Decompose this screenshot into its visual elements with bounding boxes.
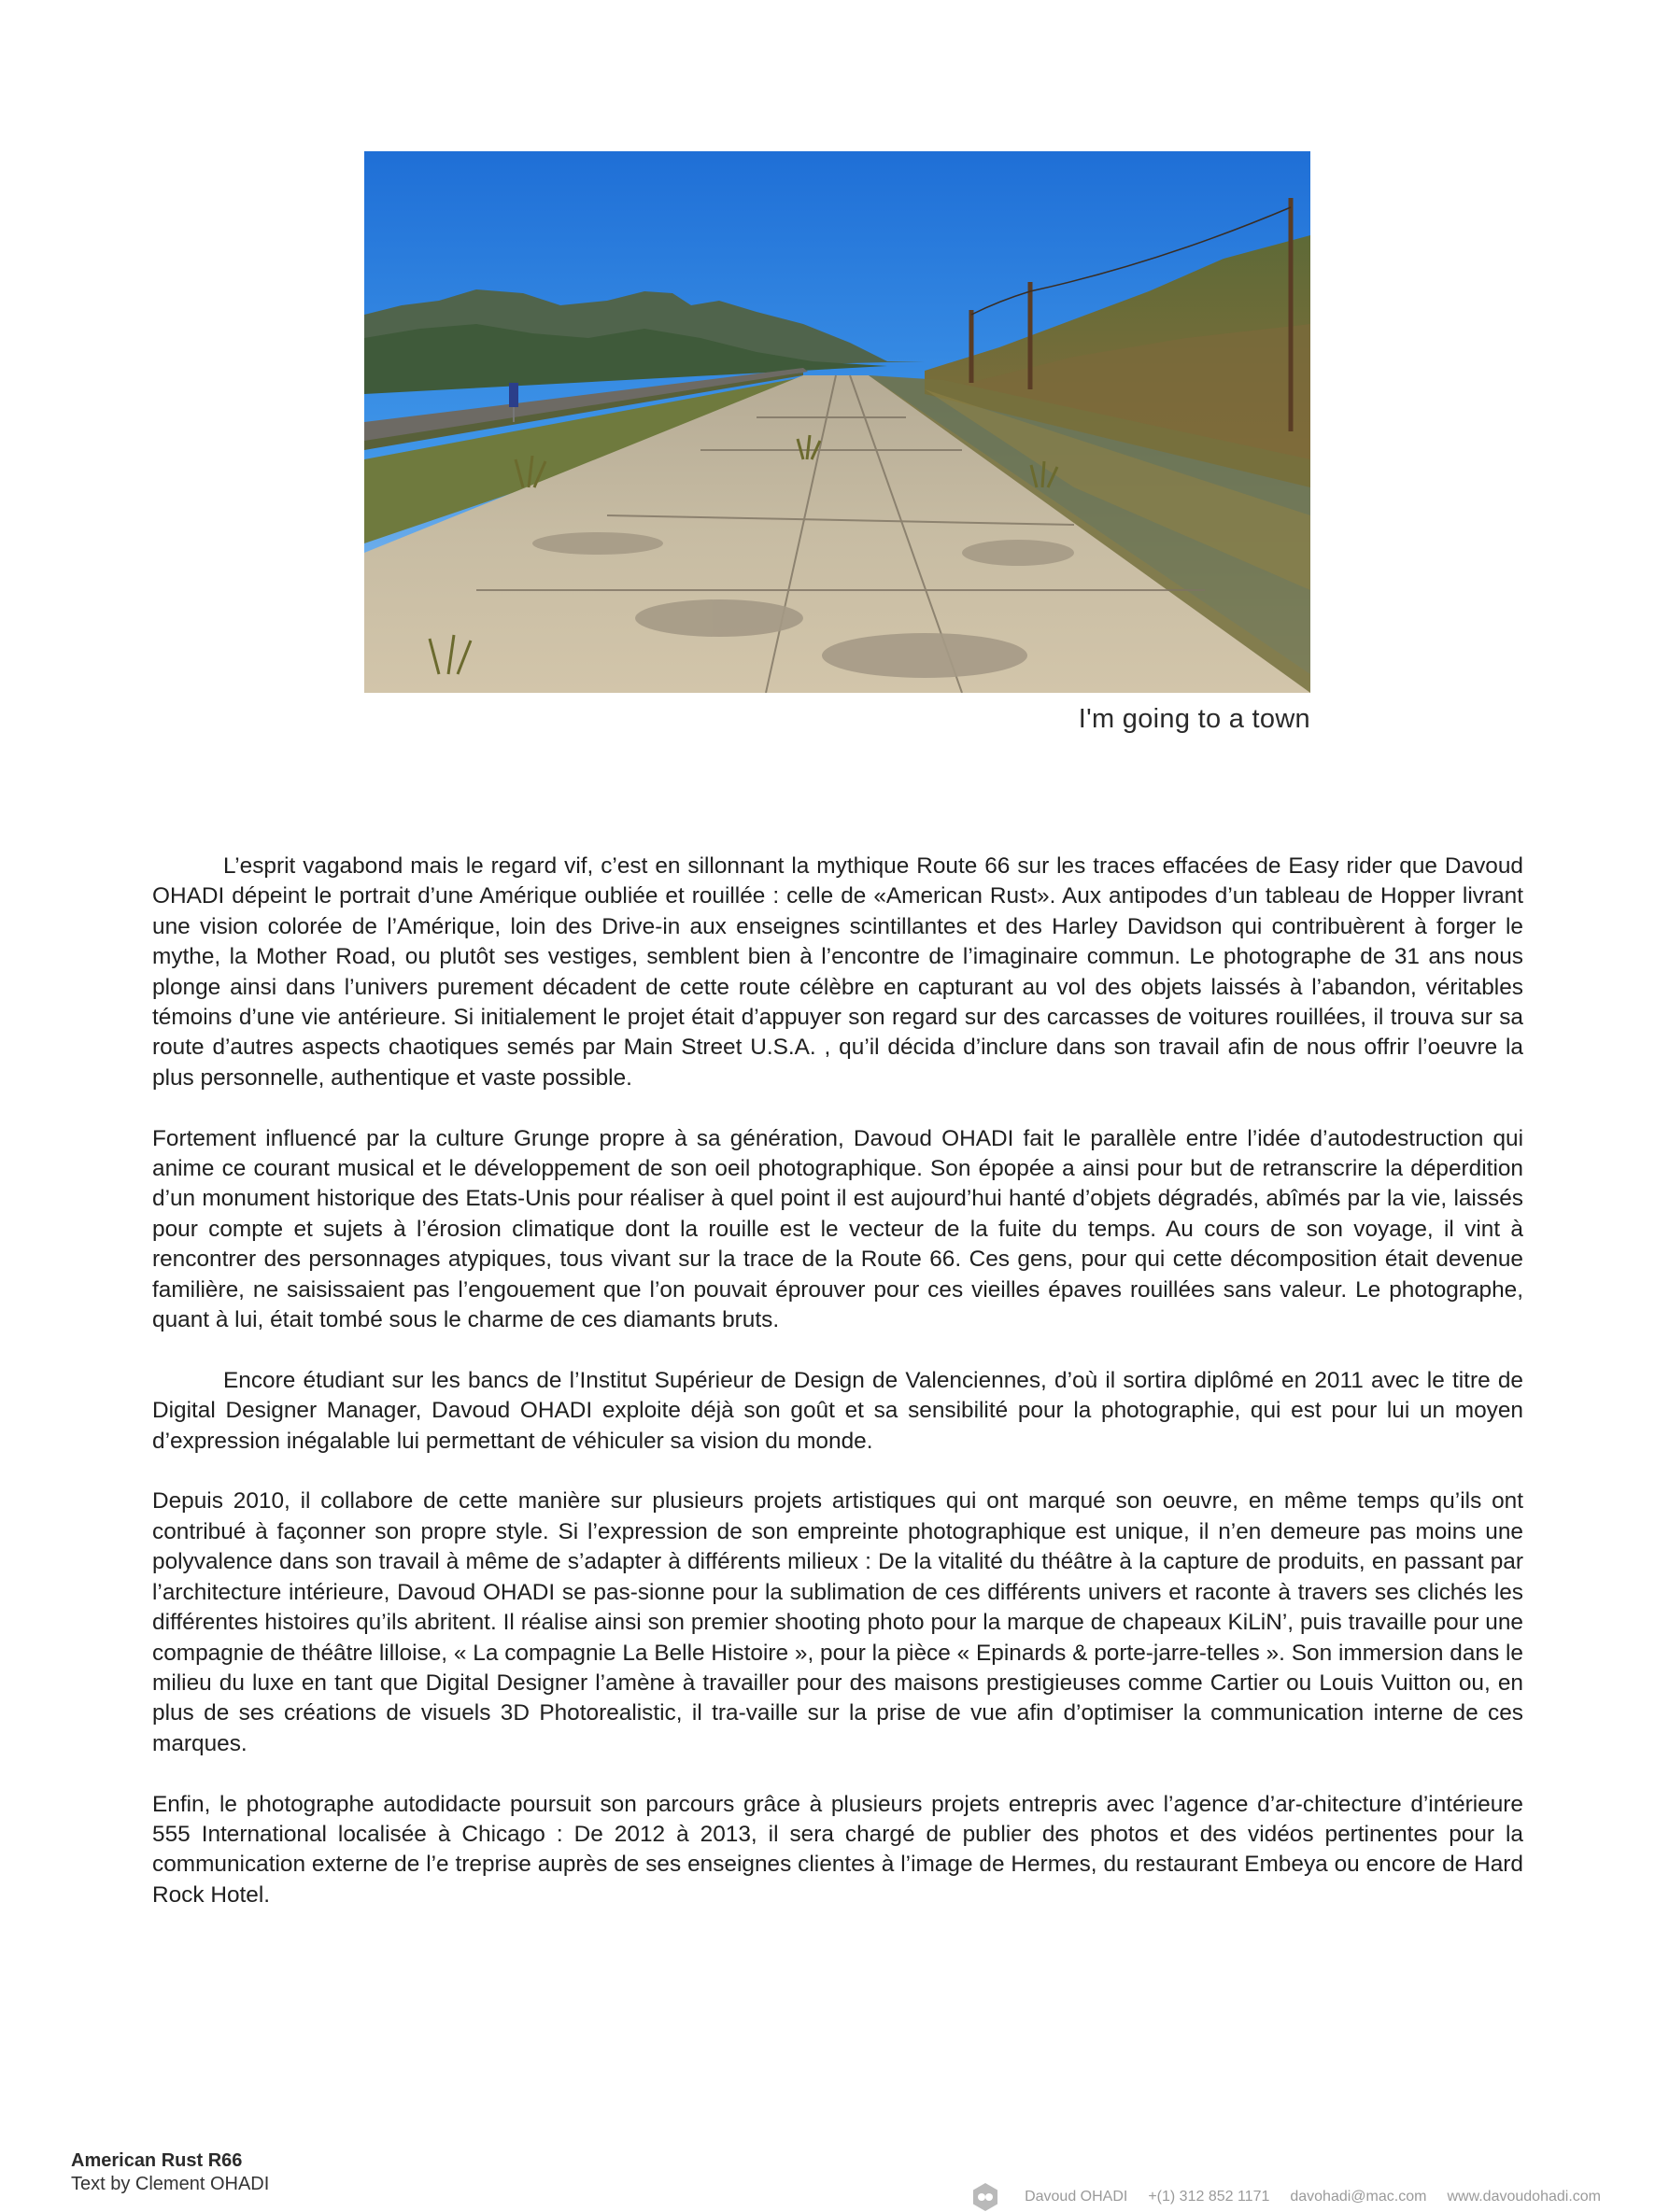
publication-title: American Rust R66: [71, 2150, 243, 2171]
paragraph: Depuis 2010, il collabore de cette manière sur plusieurs projets artistiques qui ont marqué son oeuvre, en même temps qu’ils ont contribué à façonner son propre style. Si l’expression de son empreinte photographique est unique, il n’en demeure pas moins une polyvalence dans son travail à même de s’adapter à différents milieux : De la vitalité du théâtre à la capture de produits, en passant par l’architecture intérieure, Davoud OHADI se pas-sionne pour la sublimation de ces différents univers et raconte à travers ses clichés les différentes histoires qu’ils abritent. Il réalise ainsi son premier shooting photo pour la marque de chapeaux KiLiN’, puis travaille pour une compagnie de théâtre lilloise, « La compagnie La Belle Histoire », pour la pièce « Epinards & porte-jarre-telles ». Son immersion dans le milieu du luxe en tant que Digital Designer l’amène à travailler pour des maisons prestigieuses comme Cartier ou Louis Vuitton ou, en plus de ses créations de visuels 3D Photorealistic, il tra-vaille sur la prise de vue afin d’optimiser la communication interne de ces marques.: [152, 1488, 1523, 1756]
ohadi-logo-icon: [970, 2182, 1000, 2212]
contact-phone[interactable]: +(1) 312 852 1171: [1148, 2189, 1270, 2205]
paragraph: L’esprit vagabond mais le regard vif, c’est en sillonnant la mythique Route 66 sur les traces effacées de Easy rider que Davoud OHADI dépeint le portrait d’une Amérique oubliée et rouillée : celle de «American Rust». Aux antipodes d’un tableau de Hopper livrant une vision colorée de l’Amérique, loin des Drive-in aux enseignes scintillantes et des Harley Davidson qui contribuèrent à forger le mythe, la Mother Road, ou plutôt ses vestiges, semblent bien à l’encontre de l’imaginaire commun. Le photographe de 31 ans nous plonge ainsi dans l’univers purement décadent de cette route célèbre en capturant au vol des objets laissés à l’abandon, véritables témoins d’une vie antérieure. Si initialement le projet était d’appuyer son regard sur des carcasses de voitures rouillées, il trouva sur sa route d’autres aspects chaotiques semés par Main Street U.S.A. , qu’il décida d’inclure dans son travail afin de nous offrir l’oeuvre la plus personnelle, authentique et vaste possible.: [152, 853, 1523, 1091]
contact-website[interactable]: www.davoudohadi.com: [1447, 2189, 1601, 2205]
contact-name: Davoud OHADI: [1025, 2189, 1128, 2205]
photo-caption: I'm going to a town: [1078, 704, 1310, 734]
footer-contact: [970, 2185, 1601, 2209]
paragraph: Fortement influencé par la culture Grunge propre à sa génération, Davoud OHADI fait le parallèle entre l’idée d’autodestruction qui anime ce courant musical et le développement de son oeil photographique. Son épopée a ainsi pour but de retranscrire la déperdition d’un monument historique des Etats-Unis pour réaliser à quel point il est aujourd’hui hanté d’objets dégradés, abîmés par la vie, laissés pour compte et sujets à l’érosion climatique dont la rouille est le vecteur de la fuite du temps. Au cours de son voyage, il vint à rencontrer des personnages atypiques, tous vivant sur la trace de la Route 66. Ces gens, pour qui cette décomposition était devenue familière, ne saisissaient pas l’engouement que l’on pouvait éprouver pour ces vieilles épaves rouillées sans valeur. Le photographe, quant à lui, était tombé sous le charme de ces diamants bruts.: [152, 1125, 1523, 1333]
route-66-road-photo: [364, 151, 1310, 693]
text-credit: Text by Clement OHADI: [71, 2174, 270, 2194]
paragraph: Encore étudiant sur les bancs de l’Institut Supérieur de Design de Valenciennes, d’où il sortira diplômé en 2011 avec le titre de Digital Designer Manager, Davoud OHADI exploite déjà son goût et sa sensibilité pour la photographie, qui est pour lui un moyen d’expression inégalable lui permettant de véhiculer sa vision du monde.: [152, 1367, 1523, 1454]
paragraph: Enfin, le photographe autodidacte poursuit son parcours grâce à plusieurs projets entrepris avec l’agence d’ar-chitecture d’intérieure 555 International localisée à Chicago : De 2012 à 2013, il sera chargé de publier des photos et des vidéos pertinentes pour la communication externe de l’e treprise auprès de ses enseignes clientes à l’image de Hermes, du restaurant Embeya ou encore de Hard Rock Hotel.: [152, 1791, 1523, 1908]
contact-email[interactable]: davohadi@mac.com: [1290, 2189, 1427, 2205]
article-body: [152, 852, 1523, 1941]
footer-credits: [71, 2149, 269, 2196]
